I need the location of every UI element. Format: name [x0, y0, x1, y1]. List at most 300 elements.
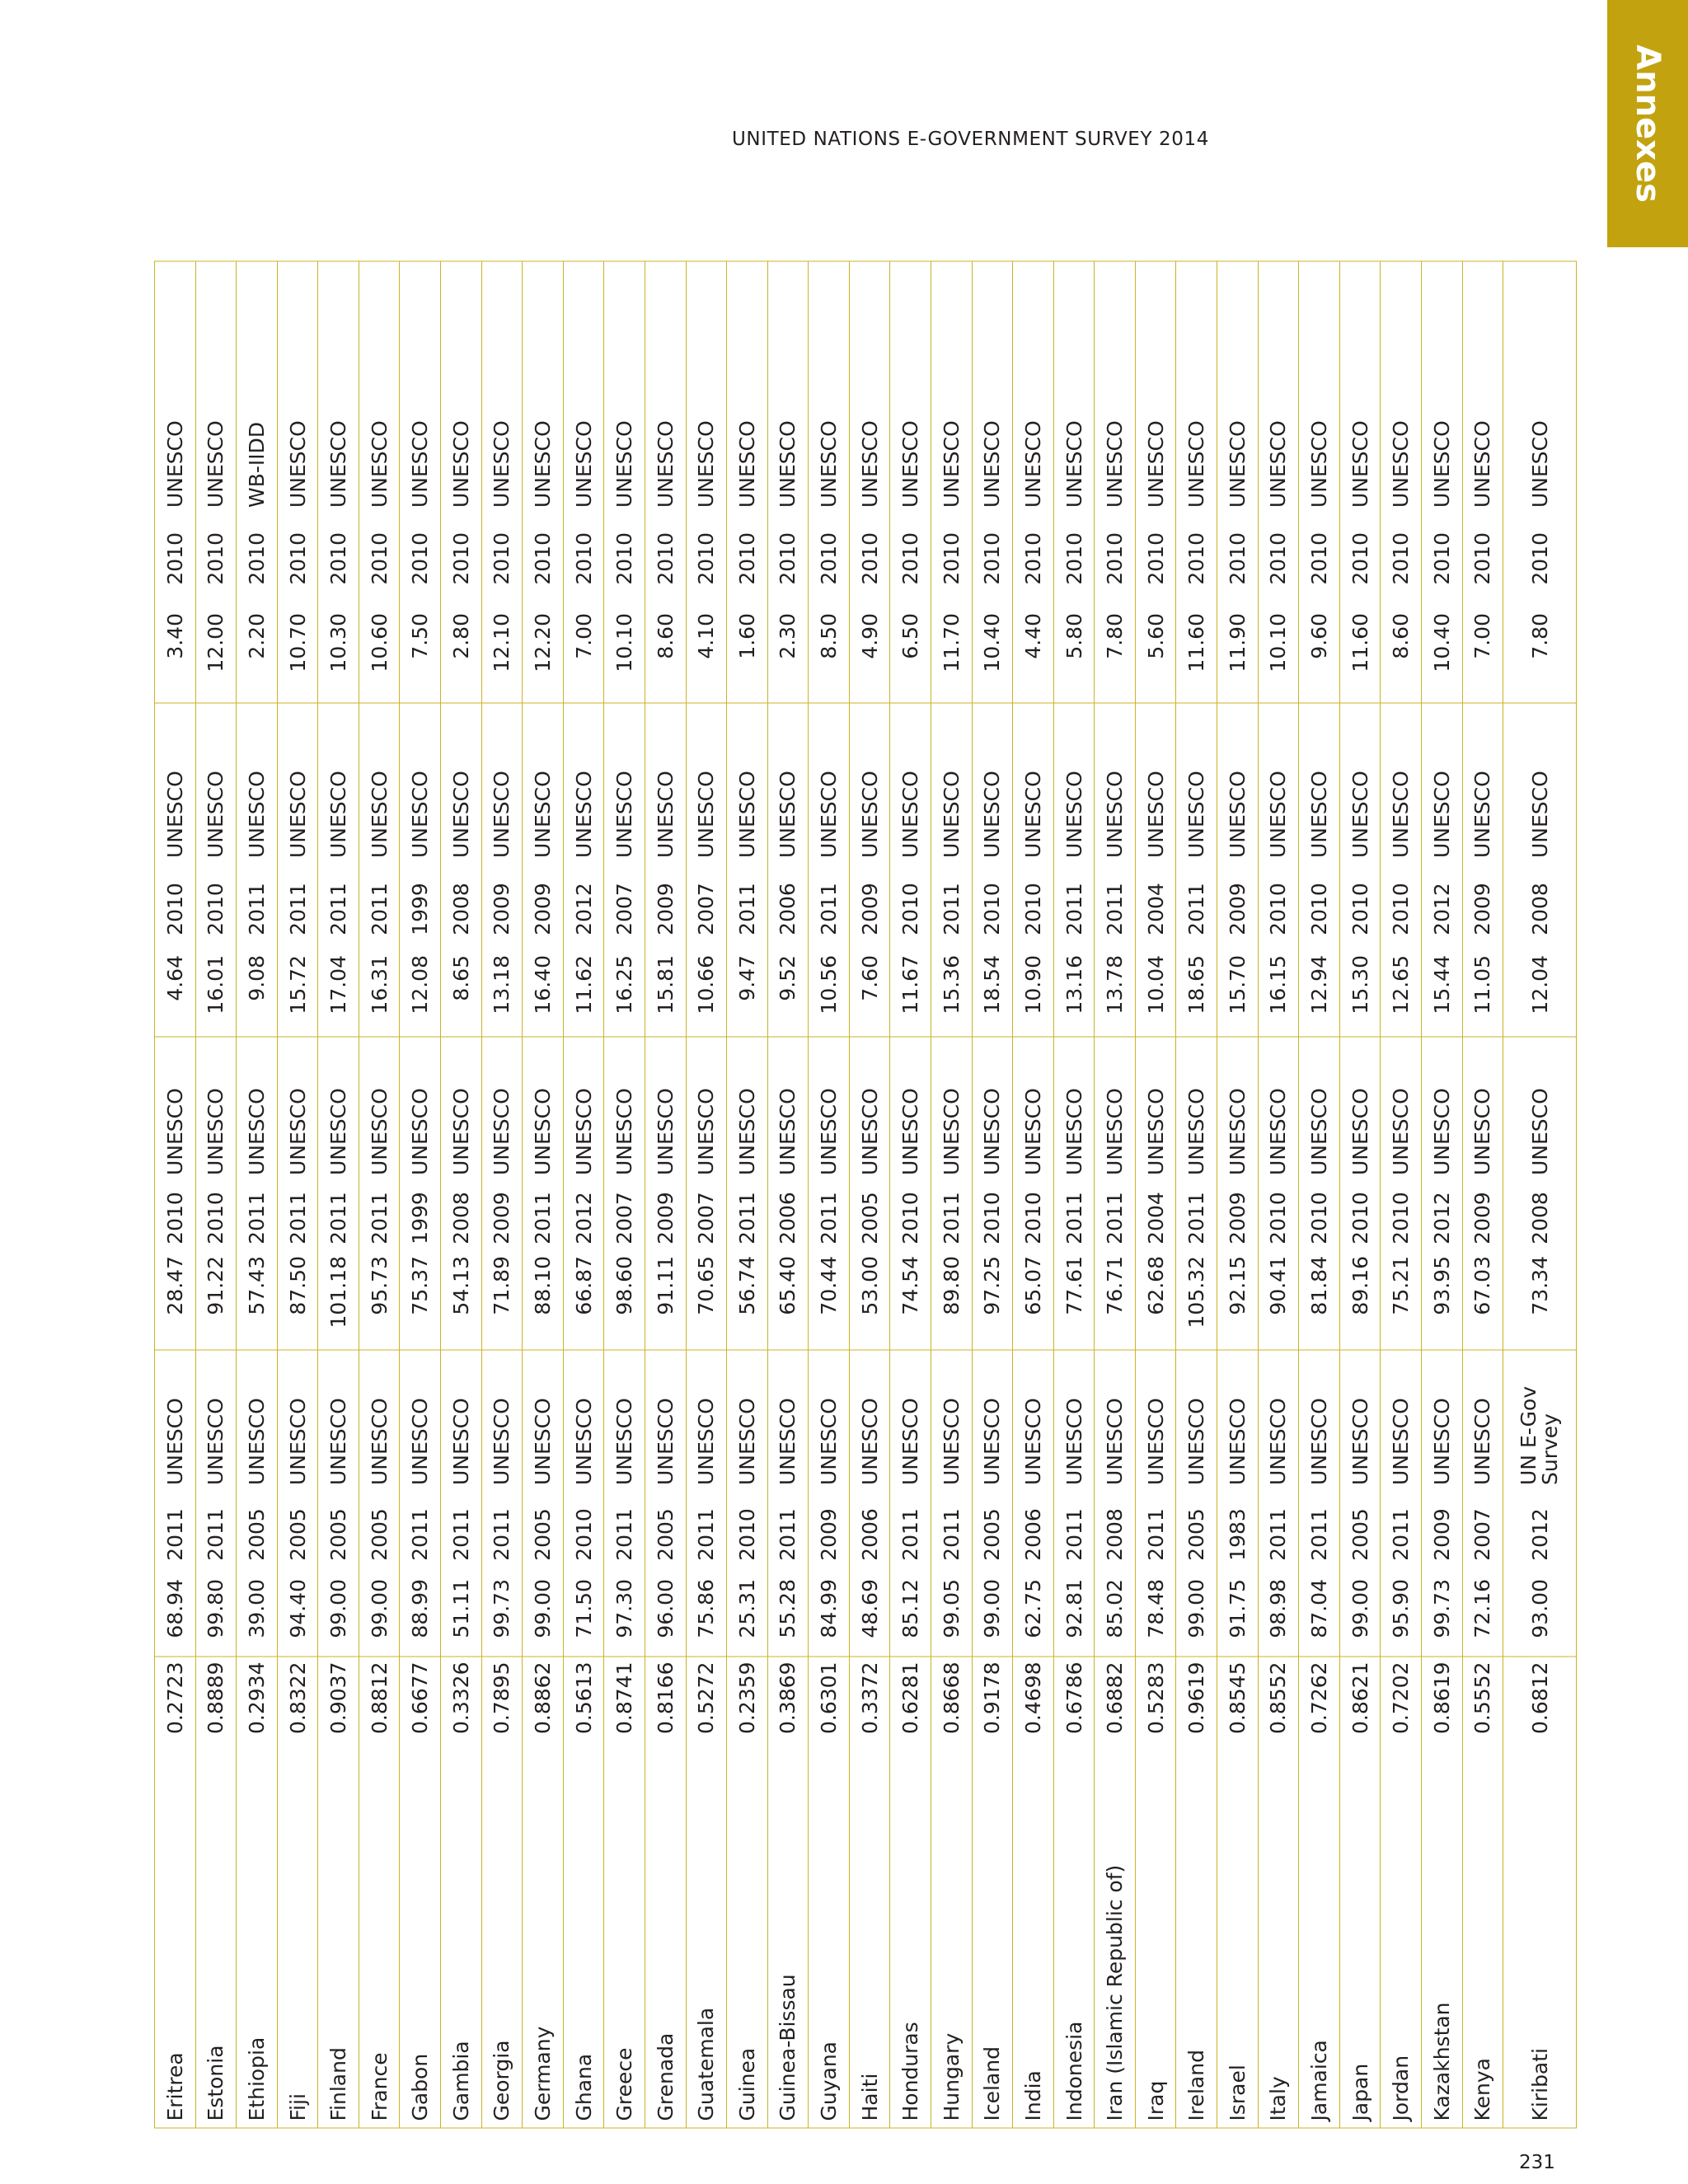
cell-country: Jordan: [1381, 1782, 1422, 2128]
cell-hci: 0.9619: [1176, 1657, 1217, 1782]
cell-y3: 2010: [1339, 868, 1381, 950]
cell-s1: UNESCO: [1176, 1350, 1217, 1495]
cell-s2: UNESCO: [237, 1037, 278, 1185]
cell-y1: 2007: [1462, 1495, 1503, 1574]
cell-y1: 2005: [359, 1495, 400, 1574]
cell-y4: 2010: [890, 518, 931, 608]
cell-v4: 2.20: [237, 608, 278, 703]
cell-y4: 2010: [481, 518, 523, 608]
cell-s4: UNESCO: [318, 261, 359, 518]
cell-country: Eritrea: [155, 1782, 196, 2128]
cell-s3: UNESCO: [523, 703, 564, 868]
cell-y4: 2010: [195, 518, 237, 608]
cell-y3: 1999: [400, 868, 441, 950]
cell-s4: UNESCO: [1135, 261, 1176, 518]
cell-s3: UNESCO: [237, 703, 278, 868]
cell-v1: 98.98: [1258, 1574, 1299, 1657]
cell-s1: UNESCO: [400, 1350, 441, 1495]
cell-y2: 2004: [1135, 1185, 1176, 1251]
cell-s3: UNESCO: [195, 703, 237, 868]
cell-country: Guinea-Bissau: [767, 1782, 809, 2128]
cell-hci: 0.6812: [1503, 1657, 1577, 1782]
cell-s4: UNESCO: [359, 261, 400, 518]
cell-s4: UNESCO: [1421, 261, 1462, 518]
cell-v3: 13.78: [1095, 950, 1136, 1037]
cell-v3: 15.36: [931, 950, 972, 1037]
cell-s2: UNESCO: [972, 1037, 1013, 1185]
cell-v1: 92.81: [1053, 1574, 1095, 1657]
cell-s3: UNESCO: [604, 703, 645, 868]
cell-s3: UNESCO: [809, 703, 850, 868]
cell-v4: 11.60: [1339, 608, 1381, 703]
cell-hci: 0.8545: [1217, 1657, 1259, 1782]
cell-s4: UNESCO: [523, 261, 564, 518]
cell-y4: 2010: [849, 518, 890, 608]
cell-v4: 10.10: [604, 608, 645, 703]
cell-y4: 2010: [1013, 518, 1054, 608]
cell-country: Gabon: [400, 1782, 441, 2128]
cell-v2: 95.73: [359, 1251, 400, 1350]
cell-hci: 0.6281: [890, 1657, 931, 1782]
cell-hci: 0.8668: [931, 1657, 972, 1782]
cell-country: Italy: [1258, 1782, 1299, 2128]
table-row: [890, 261, 931, 2128]
cell-y2: 2011: [931, 1185, 972, 1251]
cell-country: Ethiopia: [237, 1782, 278, 2128]
cell-y4: 2010: [1095, 518, 1136, 608]
cell-v3: 18.54: [972, 950, 1013, 1037]
cell-country: Kazakhstan: [1421, 1782, 1462, 2128]
cell-v1: 99.00: [318, 1574, 359, 1657]
cell-v1: 91.75: [1217, 1574, 1259, 1657]
cell-s3: UNESCO: [1135, 703, 1176, 868]
cell-v4: 10.40: [1421, 608, 1462, 703]
cell-v3: 16.40: [523, 950, 564, 1037]
cell-country: Guyana: [809, 1782, 850, 2128]
cell-v3: 12.04: [1503, 950, 1577, 1037]
cell-y1: 2011: [931, 1495, 972, 1574]
cell-y2: 2007: [686, 1185, 727, 1251]
cell-country: Guinea: [727, 1782, 768, 2128]
cell-s1: UNESCO: [686, 1350, 727, 1495]
cell-s3: UNESCO: [155, 703, 196, 868]
cell-s4: UNESCO: [1176, 261, 1217, 518]
cell-y1: 2005: [1176, 1495, 1217, 1574]
cell-s3: UNESCO: [890, 703, 931, 868]
cell-y4: 2010: [809, 518, 850, 608]
cell-v1: 72.16: [1462, 1574, 1503, 1657]
cell-y2: 2010: [155, 1185, 196, 1251]
cell-s2: UNESCO: [400, 1037, 441, 1185]
cell-v1: 99.00: [972, 1574, 1013, 1657]
cell-v4: 11.90: [1217, 608, 1259, 703]
cell-hci: 0.2934: [237, 1657, 278, 1782]
cell-hci: 0.8889: [195, 1657, 237, 1782]
cell-v2: 88.10: [523, 1251, 564, 1350]
cell-hci: 0.6301: [809, 1657, 850, 1782]
cell-country: Gambia: [441, 1782, 482, 2128]
cell-v2: 87.50: [277, 1251, 318, 1350]
cell-s2: UNESCO: [604, 1037, 645, 1185]
cell-s3: UNESCO: [1462, 703, 1503, 868]
cell-y4: 2010: [1053, 518, 1095, 608]
cell-y1: 2012: [1503, 1495, 1577, 1574]
cell-y2: 2011: [1095, 1185, 1136, 1251]
cell-s2: UNESCO: [1013, 1037, 1054, 1185]
cell-country: Japan: [1339, 1782, 1381, 2128]
cell-v2: 89.16: [1339, 1251, 1381, 1350]
cell-v3: 18.65: [1176, 950, 1217, 1037]
table-row: [155, 261, 196, 2128]
cell-y1: 2006: [849, 1495, 890, 1574]
cell-y3: 2009: [481, 868, 523, 950]
cell-s3: UNESCO: [441, 703, 482, 868]
cell-v2: 74.54: [890, 1251, 931, 1350]
cell-s3: UNESCO: [277, 703, 318, 868]
cell-v4: 11.70: [931, 608, 972, 703]
cell-s1: UNESCO: [890, 1350, 931, 1495]
cell-y3: 2011: [318, 868, 359, 950]
cell-y1: 2011: [155, 1495, 196, 1574]
cell-y3: 2010: [890, 868, 931, 950]
cell-y1: 2011: [441, 1495, 482, 1574]
cell-v3: 17.04: [318, 950, 359, 1037]
cell-v1: 97.30: [604, 1574, 645, 1657]
cell-s1: UNESCO: [1339, 1350, 1381, 1495]
cell-s1: UNESCO: [277, 1350, 318, 1495]
cell-y3: 2012: [1421, 868, 1462, 950]
cell-s4: UNESCO: [563, 261, 604, 518]
cell-s1: UNESCO: [1381, 1350, 1422, 1495]
cell-s2: UNESCO: [727, 1037, 768, 1185]
cell-y4: 2010: [359, 518, 400, 608]
cell-country: Georgia: [481, 1782, 523, 2128]
cell-y1: 2005: [523, 1495, 564, 1574]
cell-v4: 10.70: [277, 608, 318, 703]
cell-y1: 2005: [237, 1495, 278, 1574]
cell-v2: 81.84: [1299, 1251, 1340, 1350]
cell-s4: UNESCO: [277, 261, 318, 518]
cell-v2: 101.18: [318, 1251, 359, 1350]
cell-v2: 75.37: [400, 1251, 441, 1350]
cell-y4: 2010: [1462, 518, 1503, 608]
cell-s3: UNESCO: [318, 703, 359, 868]
cell-y1: 2008: [1095, 1495, 1136, 1574]
cell-y4: 2010: [441, 518, 482, 608]
cell-y1: 2011: [767, 1495, 809, 1574]
cell-v2: 70.65: [686, 1251, 727, 1350]
cell-y3: 2010: [972, 868, 1013, 950]
cell-y4: 2010: [237, 518, 278, 608]
cell-s2: UNESCO: [318, 1037, 359, 1185]
cell-v4: 12.00: [195, 608, 237, 703]
cell-v2: 71.89: [481, 1251, 523, 1350]
data-table: [154, 261, 1577, 2129]
cell-s4: UNESCO: [1339, 261, 1381, 518]
cell-y2: 2008: [441, 1185, 482, 1251]
cell-y2: 2010: [890, 1185, 931, 1251]
cell-v3: 11.62: [563, 950, 604, 1037]
cell-v2: 105.32: [1176, 1251, 1217, 1350]
cell-y1: 2006: [1013, 1495, 1054, 1574]
cell-s1: UNESCO: [1421, 1350, 1462, 1495]
cell-y1: 2005: [277, 1495, 318, 1574]
cell-v4: 1.60: [727, 608, 768, 703]
cell-hci: 0.8812: [359, 1657, 400, 1782]
cell-y3: 2009: [849, 868, 890, 950]
table-row: [1462, 261, 1503, 2128]
cell-v2: 97.25: [972, 1251, 1013, 1350]
cell-v2: 77.61: [1053, 1251, 1095, 1350]
table-row: [1095, 261, 1136, 2128]
cell-s1: UNESCO: [809, 1350, 850, 1495]
cell-y4: 2010: [1299, 518, 1340, 608]
cell-v3: 9.08: [237, 950, 278, 1037]
cell-s2: UNESCO: [849, 1037, 890, 1185]
cell-v3: 9.47: [727, 950, 768, 1037]
cell-y2: 2010: [1013, 1185, 1054, 1251]
cell-y4: 2010: [727, 518, 768, 608]
cell-y3: 2011: [1053, 868, 1095, 950]
cell-hci: 0.8619: [1421, 1657, 1462, 1782]
cell-v4: 8.60: [645, 608, 686, 703]
cell-s1: UNESCO: [767, 1350, 809, 1495]
cell-country: Haiti: [849, 1782, 890, 2128]
cell-y1: 2005: [318, 1495, 359, 1574]
cell-y1: 1983: [1217, 1495, 1259, 1574]
cell-hci: 0.7262: [1299, 1657, 1340, 1782]
table-row: [1381, 261, 1422, 2128]
cell-country: Honduras: [890, 1782, 931, 2128]
cell-y3: 2004: [1135, 868, 1176, 950]
cell-y2: 2011: [359, 1185, 400, 1251]
cell-v3: 4.64: [155, 950, 196, 1037]
cell-s2: UNESCO: [1176, 1037, 1217, 1185]
cell-hci: 0.6677: [400, 1657, 441, 1782]
cell-y2: 2010: [1339, 1185, 1381, 1251]
cell-y3: 2009: [1462, 868, 1503, 950]
cell-y4: 2010: [686, 518, 727, 608]
cell-s4: UNESCO: [1217, 261, 1259, 518]
cell-s4: UNESCO: [1013, 261, 1054, 518]
cell-y3: 2012: [563, 868, 604, 950]
cell-y3: 2008: [441, 868, 482, 950]
cell-y2: 2009: [481, 1185, 523, 1251]
cell-v4: 7.80: [1095, 608, 1136, 703]
cell-v3: 10.04: [1135, 950, 1176, 1037]
cell-v3: 15.44: [1421, 950, 1462, 1037]
cell-v2: 53.00: [849, 1251, 890, 1350]
cell-y2: 2011: [1176, 1185, 1217, 1251]
cell-country: Fiji: [277, 1782, 318, 2128]
cell-y4: 2010: [1381, 518, 1422, 608]
cell-y2: 2011: [809, 1185, 850, 1251]
cell-s1: UNESCO: [523, 1350, 564, 1495]
cell-v3: 15.30: [1339, 950, 1381, 1037]
cell-v2: 56.74: [727, 1251, 768, 1350]
cell-y3: 2010: [1258, 868, 1299, 950]
cell-country: Jamaica: [1299, 1782, 1340, 2128]
cell-hci: 0.9037: [318, 1657, 359, 1782]
cell-y2: 2011: [237, 1185, 278, 1251]
cell-s1: UNESCO: [318, 1350, 359, 1495]
cell-s2: UNESCO: [809, 1037, 850, 1185]
cell-country: Israel: [1217, 1782, 1259, 2128]
table-row: [727, 261, 768, 2128]
table-row: [1299, 261, 1340, 2128]
cell-v4: 4.40: [1013, 608, 1054, 703]
cell-v4: 7.00: [1462, 608, 1503, 703]
cell-y3: 2011: [809, 868, 850, 950]
cell-s2: UNESCO: [931, 1037, 972, 1185]
cell-y4: 2010: [563, 518, 604, 608]
cell-s2: UNESCO: [1299, 1037, 1340, 1185]
table-row: [604, 261, 645, 2128]
table-row: [359, 261, 400, 2128]
cell-v1: 96.00: [645, 1574, 686, 1657]
cell-v3: 11.05: [1462, 950, 1503, 1037]
cell-v1: 85.12: [890, 1574, 931, 1657]
table-row: [1503, 261, 1577, 2128]
table-row: [645, 261, 686, 2128]
cell-country: Guatemala: [686, 1782, 727, 2128]
cell-hci: 0.6786: [1053, 1657, 1095, 1782]
table-row: [400, 261, 441, 2128]
cell-hci: 0.6882: [1095, 1657, 1136, 1782]
table-row: [686, 261, 727, 2128]
cell-s1: UNESCO: [1299, 1350, 1340, 1495]
cell-y4: 2010: [604, 518, 645, 608]
cell-s4: UNESCO: [1095, 261, 1136, 518]
cell-v1: 84.99: [809, 1574, 850, 1657]
cell-s3: UNESCO: [727, 703, 768, 868]
cell-s2: UNESCO: [1217, 1037, 1259, 1185]
cell-country: Iran (Islamic Republic of): [1095, 1782, 1136, 2128]
cell-v4: 3.40: [155, 608, 196, 703]
table-row: [481, 261, 523, 2128]
cell-y1: 2011: [195, 1495, 237, 1574]
cell-s2: UNESCO: [1095, 1037, 1136, 1185]
cell-s4: WB-IIDD: [237, 261, 278, 518]
table-row: [1135, 261, 1176, 2128]
cell-s3: UNESCO: [1299, 703, 1340, 868]
cell-y2: 2011: [1053, 1185, 1095, 1251]
cell-y3: 2011: [277, 868, 318, 950]
cell-y1: 2010: [563, 1495, 604, 1574]
cell-y4: 2010: [931, 518, 972, 608]
cell-hci: 0.3326: [441, 1657, 482, 1782]
cell-v2: 54.13: [441, 1251, 482, 1350]
cell-s2: UNESCO: [1381, 1037, 1422, 1185]
cell-v1: 62.75: [1013, 1574, 1054, 1657]
cell-v3: 12.08: [400, 950, 441, 1037]
cell-v3: 12.94: [1299, 950, 1340, 1037]
cell-v3: 11.67: [890, 950, 931, 1037]
cell-v4: 8.60: [1381, 608, 1422, 703]
cell-y3: 2006: [767, 868, 809, 950]
cell-s1: UNESCO: [1135, 1350, 1176, 1495]
table-row: [1258, 261, 1299, 2128]
cell-country: Greece: [604, 1782, 645, 2128]
cell-y1: 2011: [1053, 1495, 1095, 1574]
cell-v1: 68.94: [155, 1574, 196, 1657]
cell-s4: UNESCO: [1299, 261, 1340, 518]
cell-v2: 75.21: [1381, 1251, 1422, 1350]
cell-y3: 2010: [195, 868, 237, 950]
cell-y3: 2011: [727, 868, 768, 950]
table-row: [1339, 261, 1381, 2128]
cell-v1: 78.48: [1135, 1574, 1176, 1657]
cell-y3: 2010: [1013, 868, 1054, 950]
cell-y4: 2010: [645, 518, 686, 608]
cell-y4: 2010: [1258, 518, 1299, 608]
cell-y3: 2010: [155, 868, 196, 950]
cell-hci: 0.9178: [972, 1657, 1013, 1782]
cell-y3: 2010: [1299, 868, 1340, 950]
cell-y4: 2010: [155, 518, 196, 608]
cell-y2: 2012: [1421, 1185, 1462, 1251]
cell-s3: UNESCO: [400, 703, 441, 868]
cell-v3: 16.15: [1258, 950, 1299, 1037]
cell-s1: UNESCO: [237, 1350, 278, 1495]
cell-y1: 2011: [604, 1495, 645, 1574]
cell-hci: 0.8552: [1258, 1657, 1299, 1782]
cell-v4: 7.80: [1503, 608, 1577, 703]
cell-hci: 0.5283: [1135, 1657, 1176, 1782]
cell-y3: 2011: [237, 868, 278, 950]
cell-v1: 39.00: [237, 1574, 278, 1657]
cell-s3: UNESCO: [931, 703, 972, 868]
cell-y1: 2005: [972, 1495, 1013, 1574]
cell-hci: 0.8621: [1339, 1657, 1381, 1782]
cell-s1: UNESCO: [931, 1350, 972, 1495]
cell-v1: 87.04: [1299, 1574, 1340, 1657]
cell-v2: 73.34: [1503, 1251, 1577, 1350]
cell-s3: UNESCO: [1095, 703, 1136, 868]
cell-v1: 99.73: [1421, 1574, 1462, 1657]
cell-s4: UNESCO: [931, 261, 972, 518]
cell-v2: 62.68: [1135, 1251, 1176, 1350]
cell-s3: UNESCO: [972, 703, 1013, 868]
cell-hci: 0.8166: [645, 1657, 686, 1782]
cell-v3: 16.01: [195, 950, 237, 1037]
cell-y2: 2006: [767, 1185, 809, 1251]
cell-v3: 9.52: [767, 950, 809, 1037]
cell-v1: 25.31: [727, 1574, 768, 1657]
cell-s2: UNESCO: [195, 1037, 237, 1185]
cell-v1: 55.28: [767, 1574, 809, 1657]
table-row: [972, 261, 1013, 2128]
cell-y3: 2008: [1503, 868, 1577, 950]
cell-country: Ireland: [1176, 1782, 1217, 2128]
cell-y1: 2005: [645, 1495, 686, 1574]
cell-s2: UNESCO: [277, 1037, 318, 1185]
cell-y1: 2009: [809, 1495, 850, 1574]
cell-y3: 2011: [359, 868, 400, 950]
cell-v4: 9.60: [1299, 608, 1340, 703]
cell-s1: UNESCO: [481, 1350, 523, 1495]
section-tab-label: Annexes: [1629, 45, 1667, 203]
cell-v2: 91.22: [195, 1251, 237, 1350]
table-row: [1176, 261, 1217, 2128]
cell-y3: 2009: [523, 868, 564, 950]
cell-v3: 10.90: [1013, 950, 1054, 1037]
cell-v1: 51.11: [441, 1574, 482, 1657]
table-row: [523, 261, 564, 2128]
cell-y2: 2009: [1462, 1185, 1503, 1251]
cell-s4: UNESCO: [972, 261, 1013, 518]
cell-y2: 2012: [563, 1185, 604, 1251]
